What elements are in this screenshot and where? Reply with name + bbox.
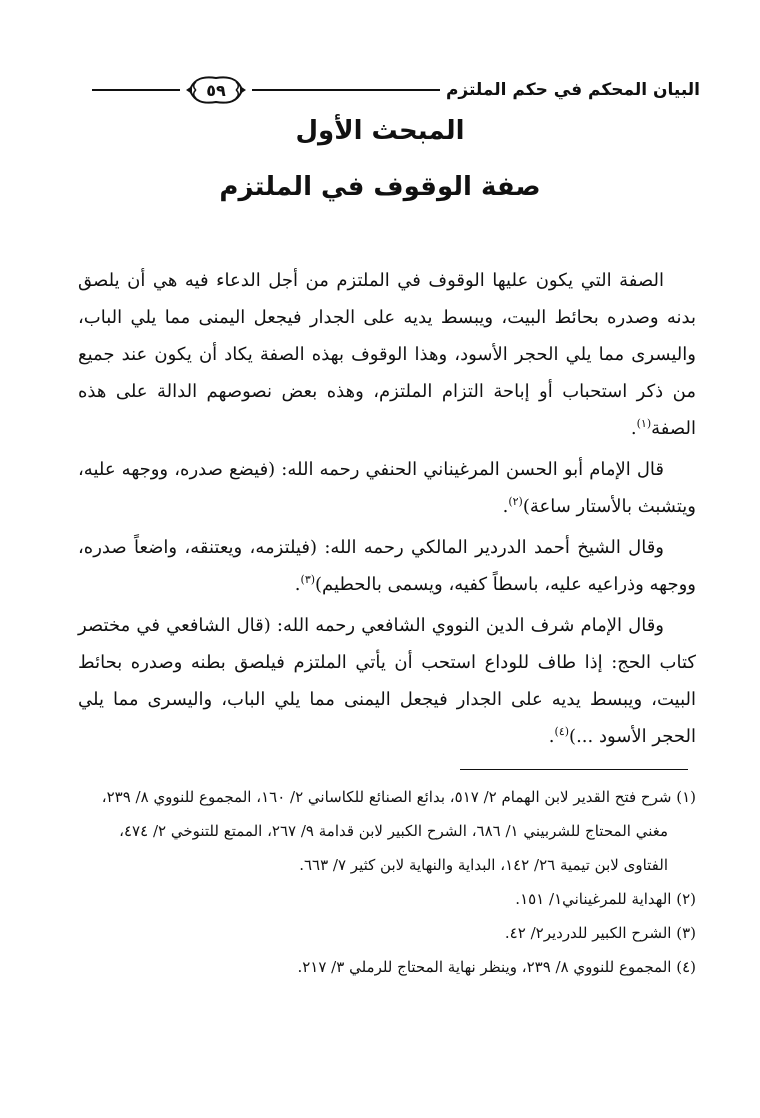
footnote-reference[interactable]: (٣) <box>300 573 316 586</box>
paragraph-text: الصفة التي يكون عليها الوقوف في الملتزم من أجل الدعاء فيه هي أن يلصق بدنه وصدره بحائط البيت، ويبسط يديه على الجدار فيجعل اليمنى مما يلي الباب، واليسرى مما يلي الحجر الأسود، وهذا الوقوف بهذه الصفة يكاد أن يكون عند جميع من ذكر استحباب أو إباحة التزام الملتزم، وهذه بعض نصوصهم الدالة على هذه الصفة <box>78 270 696 439</box>
section-title: صفة الوقوف في الملتزم <box>219 172 541 202</box>
page-number-ornament <box>184 72 248 108</box>
paragraph-end: . <box>294 574 301 595</box>
paragraph-text: قال الإمام أبو الحسن المرغيناني الحنفي رحمه الله: (فيضع صدره، ووجهه عليه، ويتشبث بالأستار ساعة) <box>78 459 696 517</box>
footnote <box>78 950 696 984</box>
footnote-text: مغني المحتاج للشربيني ١/ ٦٨٦، الشرح الكبير لابن قدامة ٩/ ٢٦٧، الممتع للتنوخي ٢/ ٤٧٤، <box>119 822 668 840</box>
paragraph-end: . <box>548 726 555 747</box>
footnotes <box>78 780 696 984</box>
paragraph <box>78 607 696 755</box>
chapter-title: المبحث الأول <box>295 116 465 146</box>
footnote-text: الفتاوى لابن تيمية ٢٦/ ١٤٢، البداية والنهاية لابن كثير ٧/ ٦٦٣. <box>299 856 668 874</box>
paragraph-end: . <box>502 496 509 517</box>
footnote-reference[interactable]: (٤) <box>554 725 570 738</box>
footnote <box>78 882 696 916</box>
body-text <box>78 262 696 755</box>
footnote-number: (٢) <box>676 890 696 908</box>
footnote <box>78 916 696 950</box>
paragraph-text: وقال الإمام شرف الدين النووي الشافعي رحمه الله: (قال الشافعي في مختصر كتاب الحج: إذا طاف للوداع استحب أن يأتي الملتزم فيلصق بطنه وصدره بحائط البيت، ويبسط يديه على الجدار فيجعل اليمنى مما يلي الباب، واليسرى مما يلي الحجر الأسود ...) <box>78 615 696 747</box>
footnote-number: (٣) <box>676 924 696 942</box>
footnote-text: الهداية للمرغيناني١/ ١٥١. <box>515 890 672 908</box>
footnote-reference[interactable]: (٢) <box>508 495 523 508</box>
page-number: ٥٩ <box>206 80 226 100</box>
running-header <box>92 70 700 110</box>
paragraph <box>78 262 696 447</box>
footnote-text: المجموع للنووي ٨/ ٢٣٩، وينظر نهاية المحتاج للرملي ٣/ ٢١٧. <box>297 958 672 976</box>
footnote-separator <box>460 769 688 770</box>
footnote-text: الشرح الكبير للدردير٢/ ٤٢. <box>504 924 672 942</box>
footnote-number: (٤) <box>676 958 696 976</box>
footnote-reference[interactable]: (١) <box>636 417 652 430</box>
paragraph-end: . <box>630 418 637 439</box>
footnote-text: شرح فتح القدير لابن الهمام ٢/ ٥١٧، بدائع الصنائع للكاساني ٢/ ١٦٠، المجموع للنووي ٨/ ٢٣٩، <box>101 788 672 806</box>
footnote-number: (١) <box>676 788 696 806</box>
paragraph <box>78 529 696 603</box>
header-rule-left <box>92 89 180 91</box>
paragraph <box>78 451 696 525</box>
footnote <box>78 780 696 882</box>
paragraph-text: وقال الشيخ أحمد الدردير المالكي رحمه الله: (فيلتزمه، ويعتنقه، واضعاً صدره، ووجهه وذراعيه عليه، باسطاً كفيه، ويسمى بالحطيم) <box>78 537 696 595</box>
header-rule-right <box>252 89 440 91</box>
book-title: البيان المحكم في حكم الملتزم <box>445 80 700 100</box>
